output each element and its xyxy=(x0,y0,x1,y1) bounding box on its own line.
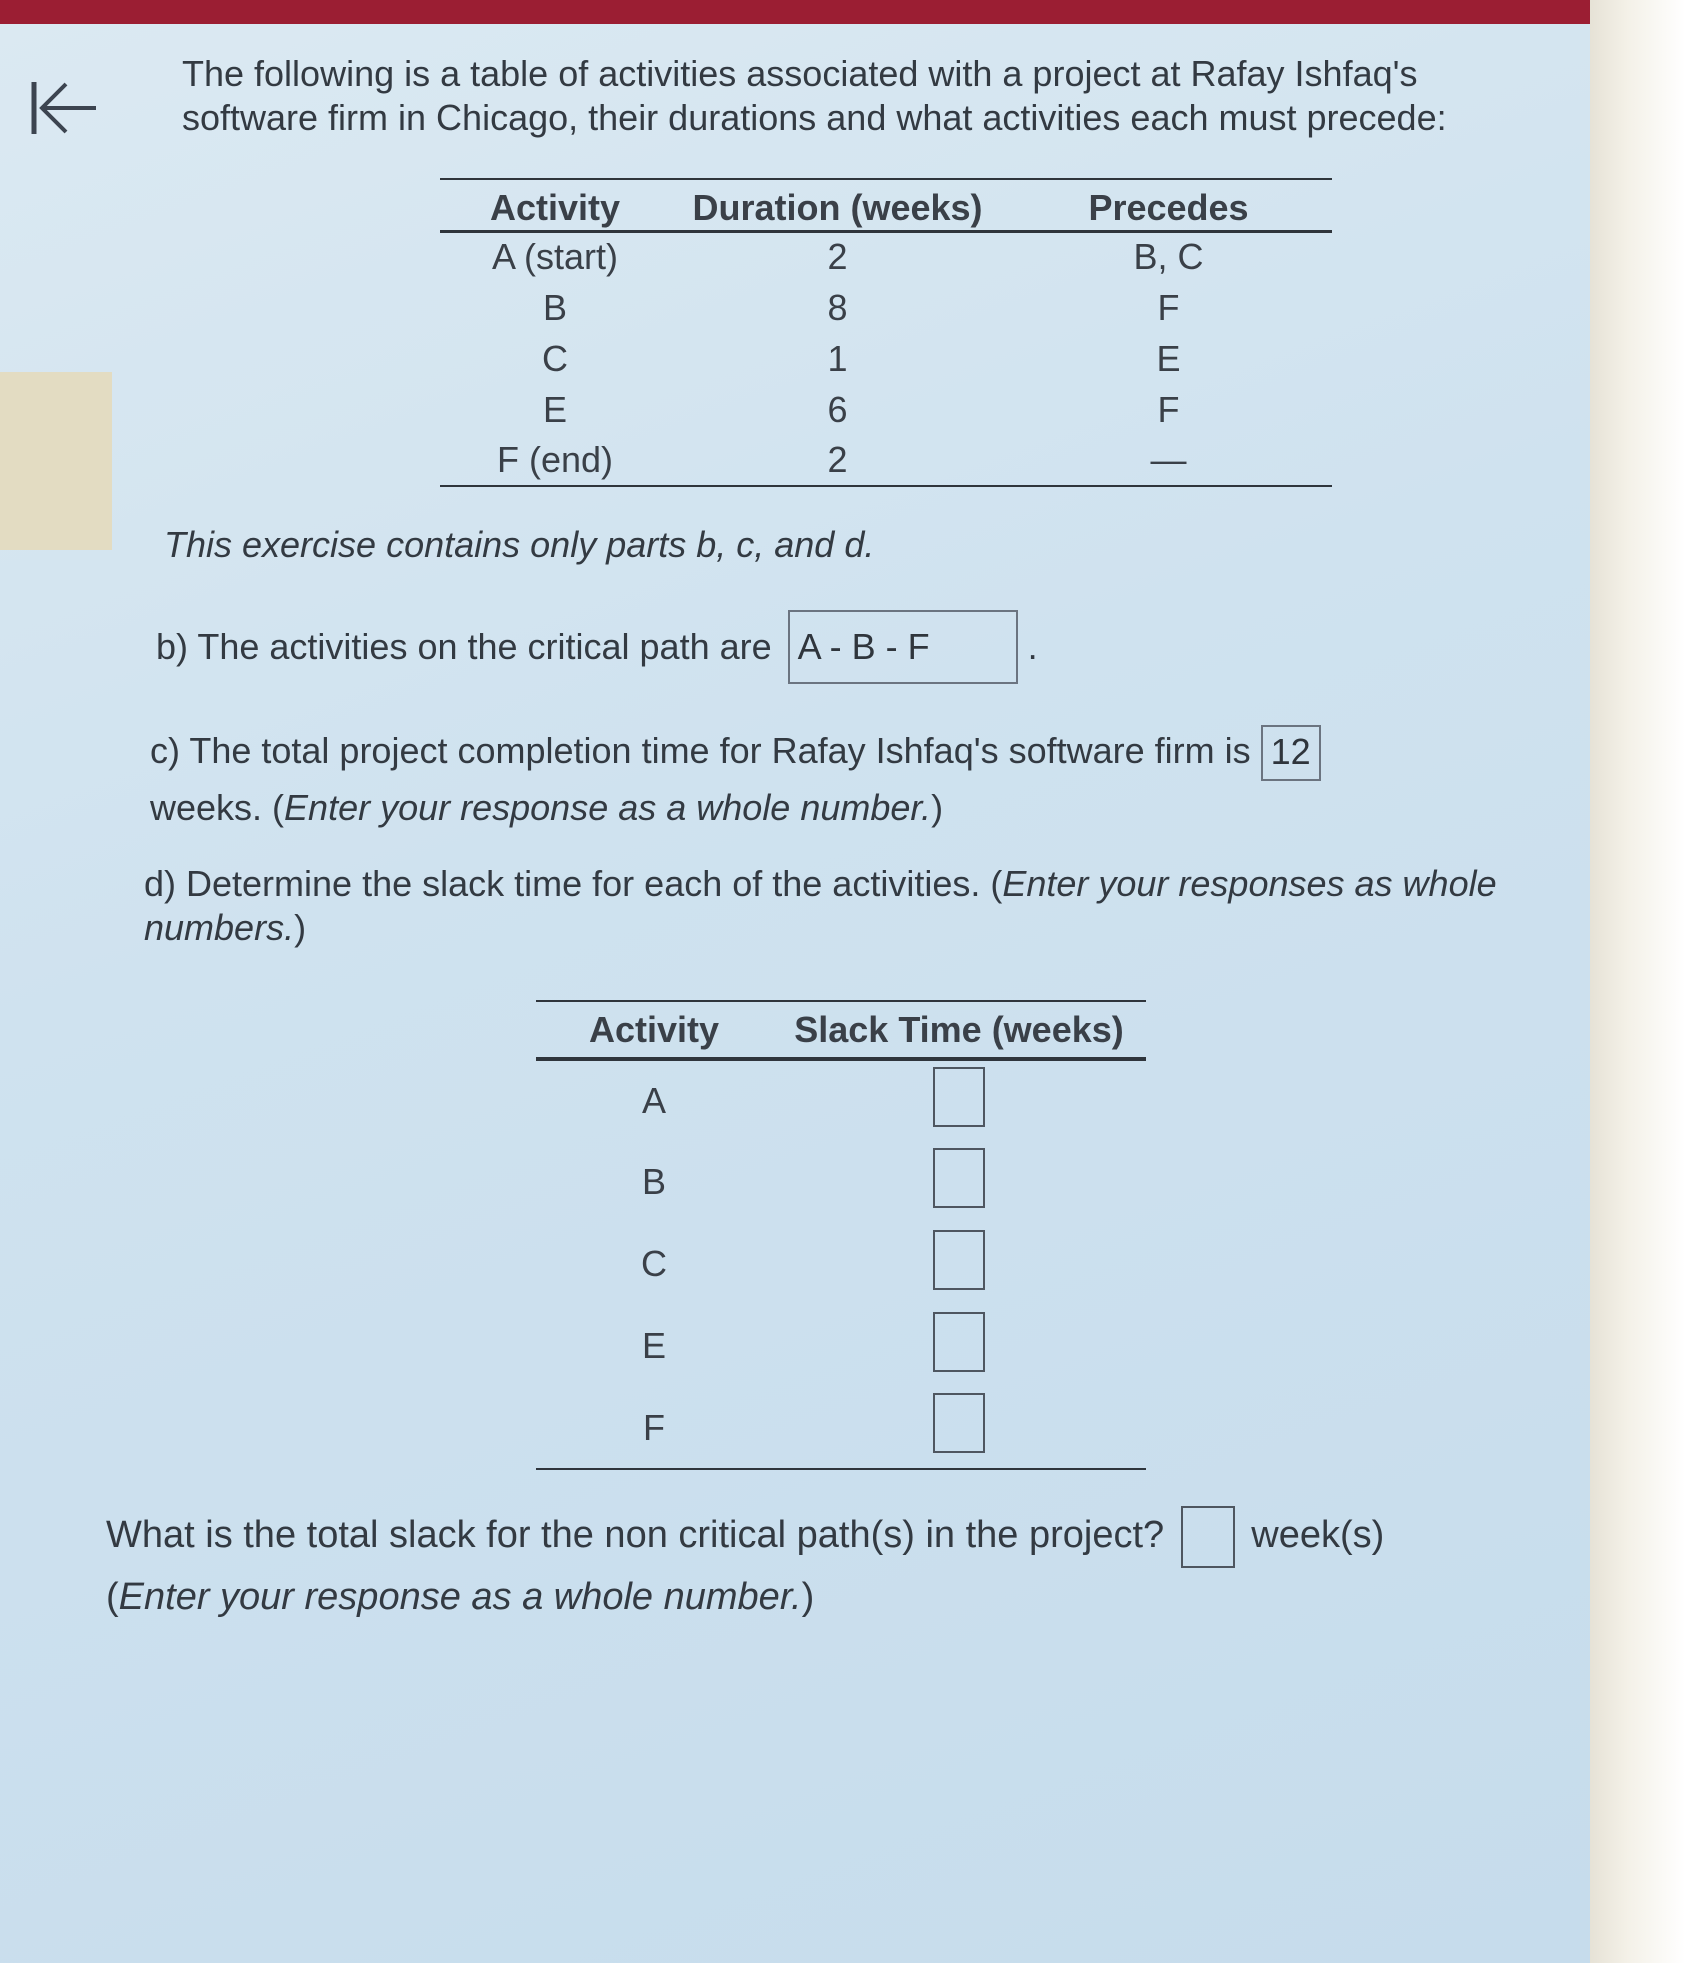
part-c-close: ) xyxy=(931,787,944,829)
part-c xyxy=(150,724,1450,835)
cell-precedes: — xyxy=(1005,435,1332,486)
activity-table xyxy=(440,178,1332,487)
slack-input-c[interactable] xyxy=(933,1230,985,1290)
total-slack-unit: week(s) xyxy=(1251,1514,1385,1557)
top-bar xyxy=(0,0,1685,26)
total-slack-input[interactable] xyxy=(1181,1506,1235,1568)
slack-row xyxy=(536,1141,1146,1223)
slack-activity: F xyxy=(536,1387,772,1469)
table-row xyxy=(440,333,1332,384)
slack-input-a[interactable] xyxy=(933,1067,985,1127)
slack-cell xyxy=(772,1059,1146,1141)
cell-activity: E xyxy=(542,388,567,430)
part-b-period: . xyxy=(1027,626,1038,667)
slack-row xyxy=(536,1387,1146,1469)
slack-cell xyxy=(772,1141,1146,1223)
slack-row xyxy=(536,1305,1146,1387)
slack-cell xyxy=(772,1387,1146,1469)
header-activity: Activity xyxy=(440,179,670,231)
slack-table xyxy=(536,1000,1146,1470)
table-row xyxy=(440,231,1332,282)
cell-precedes: F xyxy=(1157,286,1180,328)
header-duration: Duration (weeks) xyxy=(670,179,1005,231)
total-slack-close: ) xyxy=(801,1576,815,1618)
header-precedes: Precedes xyxy=(1005,179,1332,231)
cell-activity: B xyxy=(542,286,567,328)
cell-duration: 2 xyxy=(670,435,1005,486)
question-intro: The following is a table of activities associated with a project at Rafay Ishfaq's software firm in Chicago, their durations and what activities each must precede: xyxy=(182,53,1447,138)
part-d-close: ) xyxy=(294,907,307,948)
slack-activity: B xyxy=(641,1161,666,1202)
cell-activity: A (start) xyxy=(491,236,619,278)
part-d xyxy=(144,862,1524,950)
cell-precedes: E xyxy=(1156,337,1181,379)
exercise-note: This exercise contains only parts b, c, and d. xyxy=(164,524,875,565)
slack-row xyxy=(536,1223,1146,1305)
table-row xyxy=(440,435,1332,486)
part-b-prompt: b) The activities on the critical path are xyxy=(156,626,772,667)
critical-path-answer[interactable]: A - B - F xyxy=(788,610,1018,684)
slack-activity: E xyxy=(641,1325,666,1366)
side-tab[interactable] xyxy=(0,372,112,550)
total-slack-prompt: What is the total slack for the non critical path(s) in the project? xyxy=(106,1514,1165,1557)
part-c-units: weeks. ( xyxy=(150,787,285,829)
slack-header-time: Slack Time (weeks) xyxy=(772,1001,1146,1059)
table-header-row xyxy=(440,179,1332,231)
slack-activity: A xyxy=(641,1080,666,1121)
total-slack-hint: Enter your response as a whole number. xyxy=(118,1576,802,1618)
screen-edge xyxy=(1590,0,1685,1963)
part-b xyxy=(156,610,1038,684)
slack-input-b[interactable] xyxy=(933,1148,985,1208)
slack-cell xyxy=(772,1223,1146,1305)
part-d-prompt: d) Determine the slack time for each of the activities. ( xyxy=(144,863,1003,904)
cell-duration: 8 xyxy=(827,286,848,328)
completion-time-answer[interactable]: 12 xyxy=(1261,725,1321,781)
slack-header-row xyxy=(536,1001,1146,1059)
total-slack-question xyxy=(106,1506,1506,1626)
cell-duration: 2 xyxy=(827,236,848,278)
cell-precedes: F xyxy=(1157,388,1180,430)
part-c-hint: Enter your response as a whole number. xyxy=(284,787,932,829)
back-to-start-icon[interactable] xyxy=(28,76,100,140)
cell-activity: F (end) xyxy=(440,435,670,486)
slack-row xyxy=(536,1059,1146,1141)
slack-header-activity: Activity xyxy=(536,1001,772,1059)
part-d-hint: Enter your responses as whole numbers. xyxy=(144,863,1497,948)
slack-input-e[interactable] xyxy=(933,1312,985,1372)
slack-input-f[interactable] xyxy=(933,1393,985,1453)
cell-duration: 1 xyxy=(827,337,848,379)
cell-duration: 6 xyxy=(827,388,848,430)
slack-activity: C xyxy=(641,1243,667,1284)
total-slack-open: ( xyxy=(106,1576,119,1618)
cell-precedes: B, C xyxy=(1133,236,1204,278)
cell-activity: C xyxy=(542,337,568,379)
slack-cell xyxy=(772,1305,1146,1387)
table-row xyxy=(440,282,1332,333)
table-row xyxy=(440,384,1332,435)
part-c-prompt: c) The total project completion time for Rafay Ishfaq's software firm is xyxy=(150,730,1251,771)
